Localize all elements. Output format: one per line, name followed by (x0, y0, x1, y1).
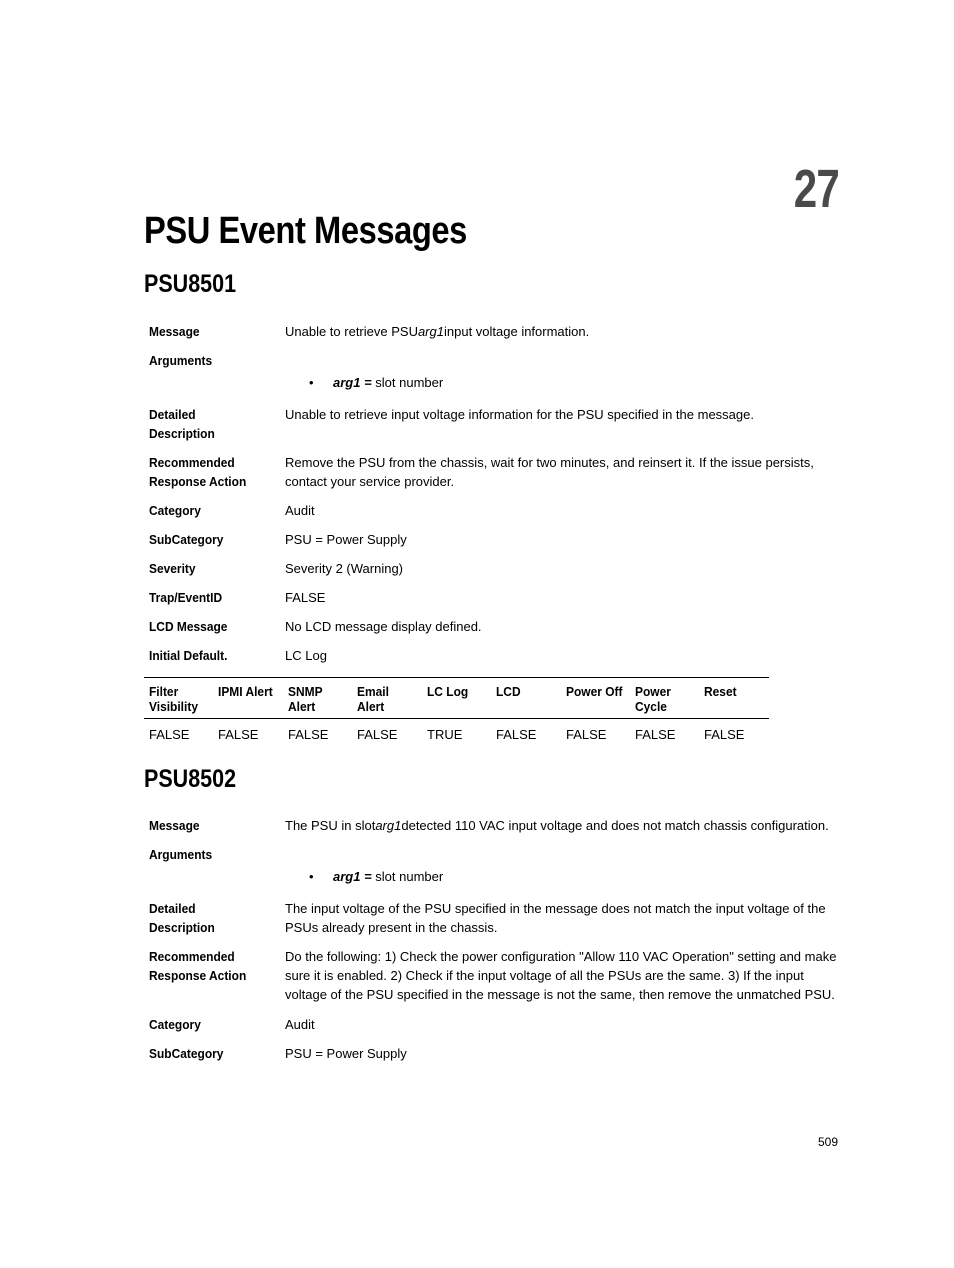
recommended-action-label: Recommended Response Action (149, 455, 247, 489)
cell-lcd: FALSE (496, 727, 537, 742)
cell-snmp-alert: FALSE (288, 727, 329, 742)
category-value: Audit (285, 1017, 315, 1032)
section-title-psu8501: PSU8501 (144, 270, 237, 298)
header-email-alert: Email Alert (357, 684, 389, 714)
header-power-cycle: Power Cycle (635, 684, 671, 714)
arguments-value (285, 845, 840, 886)
detailed-description-label: Detailed Description (149, 901, 215, 935)
trap-event-id-value: FALSE (285, 590, 326, 605)
message-value: Unable to retrieve PSUarg1input voltage information. (285, 324, 590, 339)
severity-label: Severity (149, 561, 196, 576)
argument-list-item: • arg1 = slot number (309, 375, 444, 390)
header-power-off: Power Off (566, 684, 623, 699)
category-value: Audit (285, 503, 315, 518)
chapter-title: PSU Event Messages (144, 210, 467, 252)
cell-filter-visibility: FALSE (149, 727, 190, 742)
chapter-number: 27 (793, 159, 839, 219)
bullet-icon: • (309, 869, 314, 884)
cell-ipmi-alert: FALSE (218, 727, 259, 742)
recommended-action-label: Recommended Response Action (149, 949, 247, 983)
filter-table-row (144, 719, 769, 759)
bullet-icon: • (309, 375, 314, 390)
recommended-action-value: Remove the PSU from the chassis, wait for two minutes, and reinsert it. If the issue persists, contact your service provider. (285, 455, 814, 489)
detailed-description-label: Detailed Description (149, 407, 215, 441)
cell-email-alert: FALSE (357, 727, 398, 742)
detailed-description-value: The input voltage of the PSU specified in the message does not match the input voltage of the PSUs already present in the chassis. (285, 901, 826, 935)
cell-reset: FALSE (704, 727, 745, 742)
initial-default-value: LC Log (285, 648, 327, 663)
lcd-message-value: No LCD message display defined. (285, 619, 482, 634)
subcategory-label: SubCategory (149, 1046, 224, 1061)
subcategory-value: PSU = Power Supply (285, 532, 407, 547)
cell-power-off: FALSE (566, 727, 607, 742)
section-title-psu8502: PSU8502 (144, 765, 237, 793)
arguments-label: Arguments (149, 847, 213, 862)
initial-default-label: Initial Default. (149, 648, 228, 663)
header-reset: Reset (704, 684, 737, 699)
header-lcd: LCD (496, 684, 521, 699)
cell-power-cycle: FALSE (635, 727, 676, 742)
recommended-action-value: Do the following: 1) Check the power configuration "Allow 110 VAC Operation" setting and make sure it is enabled. 2) Check if the input voltage of all the PSUs are the same. 3) If the input voltage of the PSU specified in the message is not the same, then remove the unmatched PSU. (285, 949, 837, 1002)
detailed-description-value: Unable to retrieve input voltage information for the PSU specified in the message. (285, 407, 754, 422)
subcategory-value: PSU = Power Supply (285, 1046, 407, 1061)
category-label: Category (149, 1017, 201, 1032)
arguments-value (285, 351, 840, 392)
trap-event-id-label: Trap/EventID (149, 590, 223, 605)
category-label: Category (149, 503, 201, 518)
message-value: The PSU in slotarg1detected 110 VAC input voltage and does not match chassis configuration. (285, 818, 829, 833)
filter-table-header (144, 677, 769, 719)
filter-table (144, 677, 769, 759)
header-snmp-alert: SNMP Alert (288, 684, 323, 714)
severity-value: Severity 2 (Warning) (285, 561, 403, 576)
header-ipmi-alert: IPMI Alert (218, 684, 273, 699)
arguments-label: Arguments (149, 353, 213, 368)
subcategory-label: SubCategory (149, 532, 224, 547)
lcd-message-label: LCD Message (149, 619, 228, 634)
header-filter-visibility: Filter Visibility (149, 684, 198, 714)
cell-lc-log: TRUE (427, 727, 463, 742)
argument-list-item: • arg1 = slot number (309, 869, 444, 884)
message-label: Message (149, 324, 200, 339)
page-number: 509 (818, 1135, 839, 1149)
message-label: Message (149, 818, 200, 833)
header-lc-log: LC Log (427, 684, 469, 699)
